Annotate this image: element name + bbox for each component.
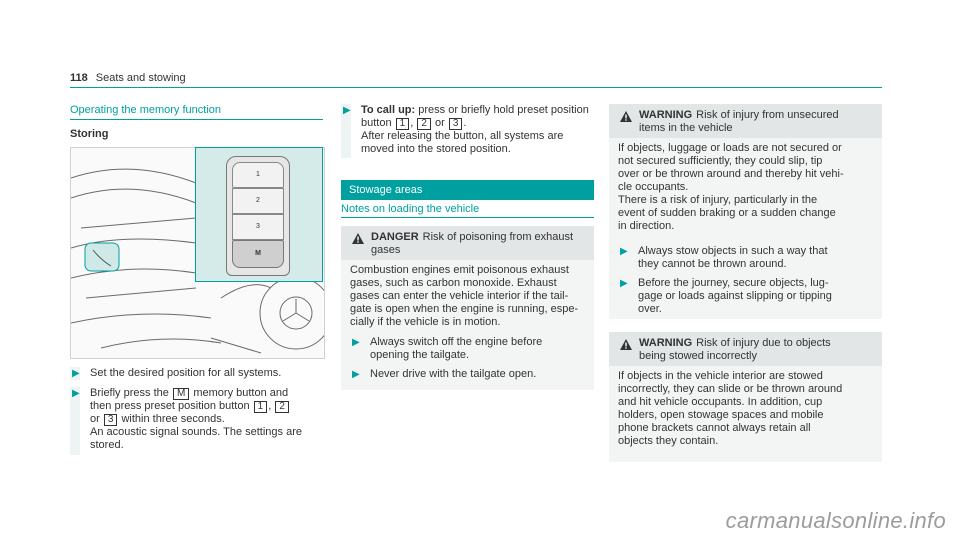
arrow-icon: ▶ [352,337,360,348]
arrow-icon: ▶ [72,388,80,399]
warning-title: WARNING Risk of injury from unsecured items in the vehicle [639,109,839,134]
memory-button-highlight [85,243,119,271]
title-underline [70,119,323,120]
step-memory-store [70,387,330,455]
section-bar-stowage: Stowage areas [341,180,594,200]
watermark: carmanualsonline.info [725,508,946,533]
warning-body: If objects in the vehicle interior are stowed incorrectly, they can slide or be thrown around and hit vehicle occupants. In addition, cup holders, open stowage spaces and mobile phone brackets cannot always retain all objects they contain. [618,370,843,447]
warning-title: WARNING Risk of injury due to objects being stowed incorrectly [639,337,831,362]
warning-label: WARNING [639,109,693,121]
step-line: moved into the stored position. [361,143,511,155]
arrow-icon: ▶ [620,278,628,289]
step-line: then press preset position button 1 , 2 [90,400,330,413]
step-switch-off-engine: ▶ Always switch off the engine before opening the tailgate. [352,336,543,361]
key-1: 1 [396,118,410,130]
preset-3-label: 3 [256,223,260,230]
warning-triangle-icon [620,339,632,350]
step-line: stored. [90,439,124,451]
arrow-icon: ▶ [352,369,360,380]
memory-buttons-inset [195,147,323,282]
memory-m-label: M [255,250,261,257]
key-3: 3 [104,414,118,426]
key-2: 2 [417,118,431,130]
warning-unsecured-box [609,104,882,319]
preset-1-button[interactable] [232,162,284,188]
preset-2-button[interactable] [232,188,284,214]
danger-label: DANGER [371,231,419,243]
header-rule [70,87,882,88]
subtitle-underline [341,217,594,218]
section-title-memory[interactable]: Operating the memory function [70,104,222,116]
arrow-icon: ▶ [343,105,351,116]
memory-m-button[interactable] [232,240,284,268]
step-text: Set the desired position for all systems. [90,367,282,379]
preset-1-label: 1 [256,171,260,178]
call-up-label: To call up: [361,104,416,116]
danger-title: DANGER Risk of poisoning from exhaust gases [371,231,574,256]
key-1: 1 [254,401,268,413]
step-line: or 3 within three seconds. [90,413,225,425]
page-number: 118 [70,72,88,84]
step-line: button 1 , 2 or 3 . [361,117,467,129]
arrow-icon: ▶ [72,368,80,379]
key-3: 3 [449,118,463,130]
page-header [70,72,186,85]
step-call-up [341,104,614,158]
step-secure-before-journey: ▶ Before the journey, secure objects, lug- gage or loads against slipping or tipping over. [620,277,832,315]
subtitle-storing: Storing [70,128,109,140]
step-line: After releasing the button, all systems are [361,130,564,142]
preset-3-button[interactable] [232,214,284,240]
subtitle-loading-notes[interactable]: Notes on loading the vehicle [341,203,480,215]
section-name: Seats and stowing [95,72,186,84]
step-line: Briefly press the M memory button and [90,387,289,399]
step-set-position [70,367,330,380]
step-line: To call up: press or briefly hold preset position [361,104,589,116]
step-line: An acoustic signal sounds. The settings are [90,426,302,438]
key-m: M [173,388,189,400]
key-2: 2 [275,401,289,413]
warning-triangle-icon [352,233,364,244]
danger-box [341,226,594,390]
warning-stowed-incorrectly-box [609,332,882,462]
arrow-icon: ▶ [620,246,628,257]
danger-body: Combustion engines emit poisonous exhaust gases, such as carbon monoxide. Exhaust gases can enter the vehicle interior if the tail- gate is open when the engine is running, espe- cially if the vehicle is in motion. [350,264,579,328]
step-tailgate-open: ▶ Never drive with the tailgate open. [352,368,537,380]
step-stow-objects: ▶ Always stow objects in such a way that they cannot be thrown around. [620,245,828,270]
preset-2-label: 2 [256,197,260,204]
warning-triangle-icon [620,111,632,122]
warning-body: If objects, luggage or loads are not secured or not secured sufficiently, they could slip, tip over or be thrown around and thereby hit vehi- cle occupants. There is a risk of injury, particularly in the event of sudden braking or a sudden change in direction. [618,142,844,232]
warning-label: WARNING [639,337,693,349]
